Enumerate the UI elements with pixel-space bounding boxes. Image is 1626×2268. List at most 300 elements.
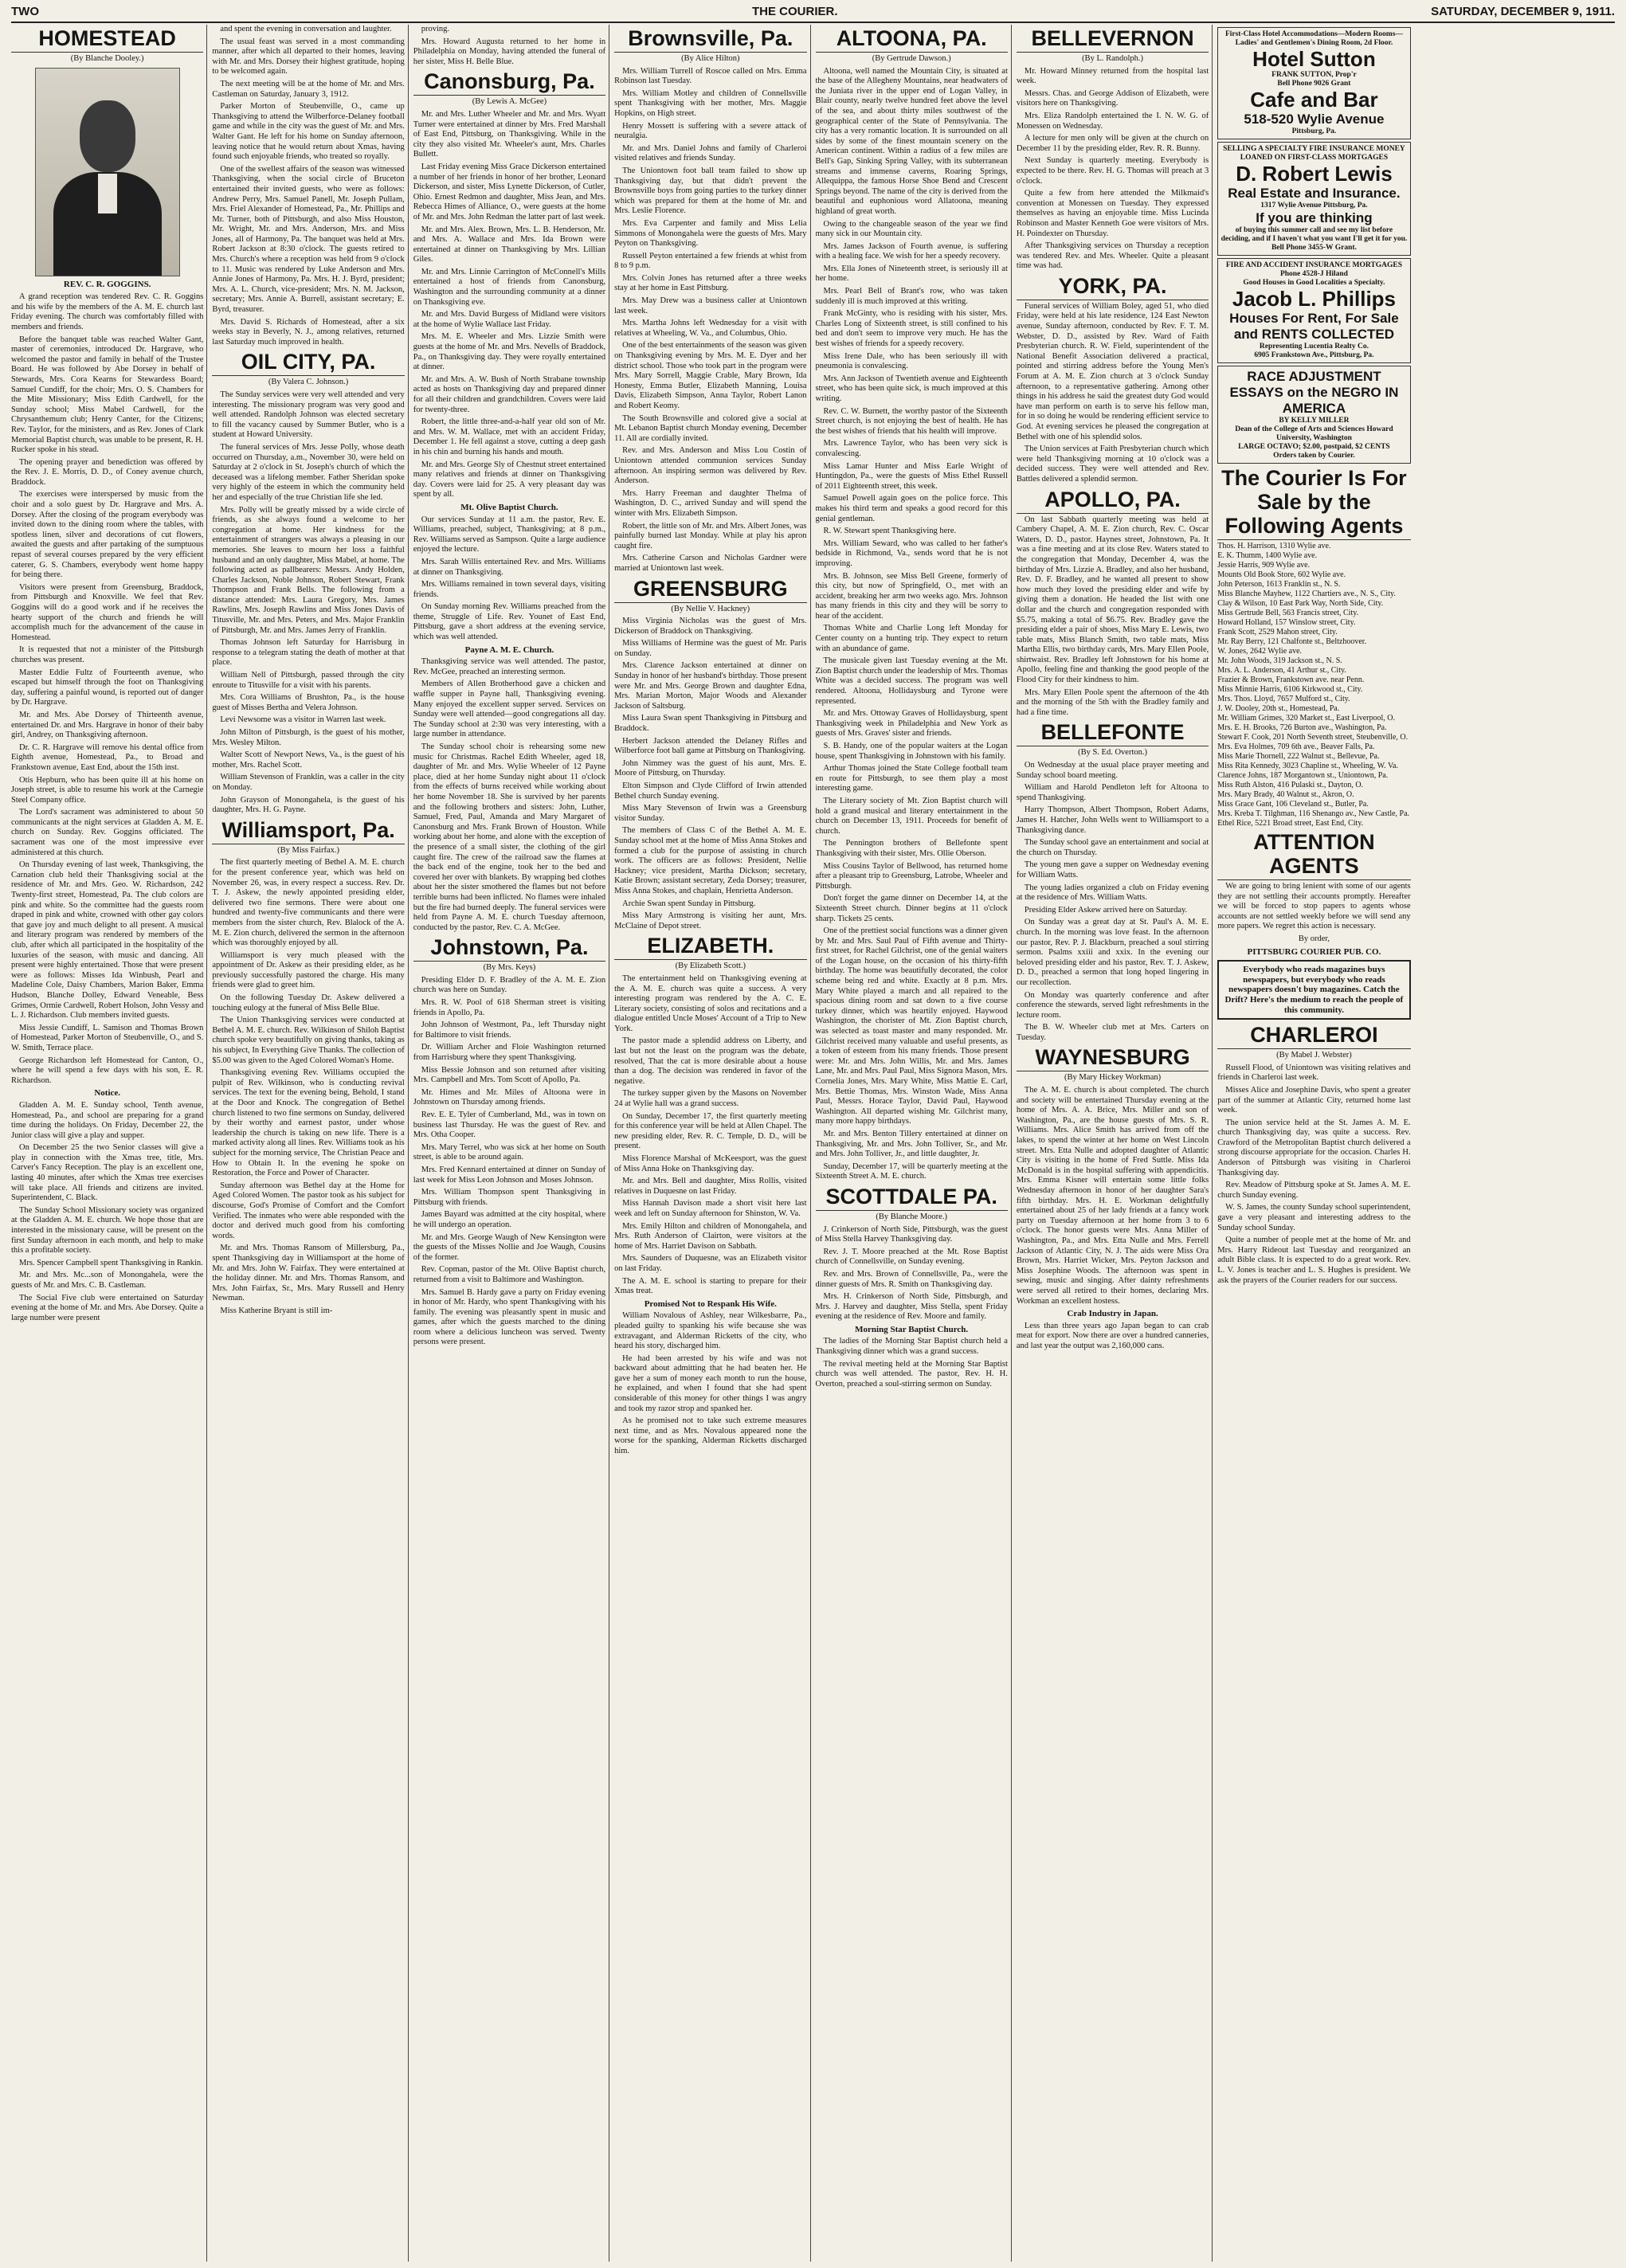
- article-paragraph: One of the best entertainments of the season was given on Thanksgiving evening by Mrs. M. E. Dyer and her district school. Those who took part in the program were Mrs. Mary Sorrell, Maggie Crable, Mary Brown, Ida Honesty, Emma Butler, Elizabeth Manning, Louisa Davis, Elizabeth Simpson, Anna Taylor, Robert Lanon and Robert Keomy.: [614, 341, 807, 410]
- article-paragraph: Miss Hannah Davison made a short visit here last week and left on Sunday afternoon for Shinston, W. Va.: [614, 1199, 807, 1218]
- ad-text: 6905 Frankstown Ave., Pittsburg, Pa.: [1254, 351, 1374, 359]
- ad-text: Bell Phone 3455-W Grant.: [1271, 244, 1357, 252]
- article-paragraph: Miss Bessie Johnson and son returned after visiting Mrs. Campbell and Mrs. Tom Scott of Apollo, Pa.: [413, 1065, 606, 1085]
- article-paragraph: Frank McGinty, who is residing with his sister, Mrs. Charles Long of Sixteenth street, is still confined to his bed and don't seem to improve very much. He has the best wishes of friends for a speedy recovery.: [815, 309, 1008, 349]
- article-paragraph: Williamsport is very much pleased with the appointment of Dr. Askew as their presiding elder, as he previously successfully pastored the charge. His many friends were glad to greet him.: [212, 950, 405, 990]
- article-paragraph: Mrs. James Jackson of Fourth avenue, is suffering with a healing face. We wish for her a speedy recovery.: [815, 241, 1008, 261]
- ad-text: RACE ADJUSTMENT: [1247, 369, 1381, 384]
- article-subhead: Notice.: [94, 1088, 121, 1099]
- article-paragraph: The Lord's sacrament was administered to about 50 communicants at the night services at Gladden A. M. E. church on Sunday. Rev. Goggins officiated. The sacrament was one of the most impressive ever administered at this church.: [11, 808, 204, 857]
- ad-text: SELLING A SPECIALTY FIRE INSURANCE MONEY LOANED ON FIRST-CLASS MORTGAGES: [1223, 145, 1405, 162]
- article-paragraph: Archie Swan spent Sunday in Pittsburg.: [622, 899, 756, 908]
- article-paragraph: Messrs. Chas. and George Addison of Elizabeth, were visitors here on Thanksgiving.: [1016, 88, 1209, 108]
- article: [614, 577, 806, 932]
- article-paragraph: Mr. Howard Minney returned from the hospital last week.: [1016, 66, 1209, 86]
- article-byline: (By S. Ed. Overton.): [1078, 748, 1148, 758]
- agent-entry: Mounts Old Book Store, 602 Wylie ave.: [1217, 570, 1346, 579]
- article-paragraph: The young ladies organized a club on Friday evening at the residence of Mrs. William Watts.: [1016, 883, 1209, 903]
- article-paragraph: On Thursday evening of last week, Thanksgiving, the Carnation club held their Thanksgiving social at the residence of Mr. and Mrs. Geo. W. Richardson, 242 Twenty-first street, Homestead, Pa. The club colors are pink and white. So the committee had the guests room draped in pink and white, crowned with other gay colors that gave joy and much delight to all present. A musical and literary program was rendered by members of the club, after which all participated in the hospitality of the luxuries of the season, with music and dancing. All present were highly entertained. Those that were present were as follows: Misses Ida Winbush, Pearl and Madeline Cole, Daisy Chambers, Marion Baker, Emma Hudson, Blanche Dolley, Edward Veneable, Bess Grimes, Ormie Cardwell, Robert Holson, John Vessy and L. J. Richardson. Club members invited guests.: [11, 860, 204, 1020]
- article-paragraph: Funeral services of William Boley, aged 51, who died Friday, were held at his late residence, 124 East Newton avenue, Sunday afternoon, conducted by Rev. F. T. M. Webster, D. D., assisted by Rev. Ward of Faith Presbyterian church. R. W. Field, superintendent of the National Benefit Association delivered a practical, pointed and stirring address before the Young Men's Forum at A. M. E. Zion church at 3 o'clock Sunday afternoon, to a representative gathering. Among other things in his address he said the greatest duty God would have man perform on earth is to serve his fellow man, for in so doing he would be rendering efficient service to God. At evening services he pleased the congregation at Bethel with one of his splendid solos.: [1016, 301, 1209, 441]
- ad-text: FIRE AND ACCIDENT INSURANCE MORTGAGES: [1225, 261, 1403, 269]
- article-paragraph: William Stevenson of Franklin, was a caller in the city on Monday.: [212, 773, 405, 792]
- article-byline: (By Blanche Dooley.): [70, 54, 144, 63]
- article-paragraph: After Thanksgiving services on Thursday a reception was tendered Rev. and Mrs. Wheeler. Quite a pleasant time was had.: [1016, 241, 1209, 271]
- article-paragraph: The ladies of the Morning Star Baptist church held a Thanksgiving dinner which was a grand success.: [815, 1337, 1008, 1357]
- article-paragraph: Mrs. Polly will be greatly missed by a wide circle of friends, as she always found a welcome to her congregation at home. Her kindness for the entertainment of strangers was always a pleasing in our memories. She leaves to mourn her loss a faithful husband and an only daughter, Miss Mabel, at home. The following acted as pallbearers: Messrs. Andy Holden, Charles Jackson, Noble Johnson, Robert Stewart, Frank Thompson and Frank Bells. The following from a distance attended: Mrs. Laura Gregory, Mrs. James Rawlins, Mrs. Joseph Rawlins and Miss Jones Davis of Titusville, Mr. and Mrs. Peters, and Mrs. Major Franklin of Pittsburgh, Mr. and Mrs. James Jerry of Franklin.: [212, 505, 405, 635]
- column-grid: [11, 25, 1615, 2262]
- article-paragraph: Next Sunday is quarterly meeting. Everybody is expected to be there. Rev. H. G. Thomas will preach at 3 o'clock.: [1016, 156, 1209, 186]
- ad-text: ESSAYS on the NEGRO IN AMERICA: [1229, 385, 1399, 416]
- article-paragraph: Mrs. Martha Johns left Wednesday for a visit with relatives at Wheeling, W. Va., and Columbus, Ohio.: [614, 319, 807, 338]
- ad-text: Dean of the College of Arts and Sciences Howard University, Washington: [1235, 425, 1393, 442]
- article-subhead: Crab Industry in Japan.: [1067, 1309, 1158, 1319]
- article-headline: Brownsville, Pa.: [614, 26, 806, 53]
- article-paragraph: Mrs. Fred Kennard entertained at dinner on Sunday of last week for Miss Leon Johnson and Moses Johnson.: [413, 1165, 606, 1185]
- article-paragraph: Mrs. Ella Jones of Nineteenth street, is seriously ill at her home.: [815, 264, 1008, 284]
- ad-text: 518-520 Wylie Avenue: [1244, 112, 1385, 127]
- article-paragraph: Quite a few from here attended the Milkmaid's convention at Monessen on Tuesday. They expressed themselves as having an enjoyable time. Miss Lucinda Robinson and Master Kenneth Goe were visitors of Mrs. H. Poindexter on Thursday.: [1016, 189, 1209, 238]
- article: [614, 26, 806, 574]
- agent-entry: Miss Gertrude Bell, 563 Francis street, City.: [1217, 609, 1359, 617]
- photo-caption: REV. C. R. GOGGINS.: [63, 279, 151, 289]
- agent-entry: Miss Blanche Mayhew, 1122 Chartiers ave., N. S., City.: [1217, 590, 1396, 598]
- article-headline: HOMESTEAD: [11, 26, 203, 53]
- article: [212, 25, 404, 347]
- article-paragraph: Rev. Copman, pastor of the Mt. Olive Baptist church, returned from a visit to Baltimore and Washington.: [413, 1265, 606, 1284]
- article-headline: CHARLEROI: [1217, 1023, 1410, 1049]
- article-paragraph: Russell Peyton entertained a few friends at whist from 8 to 9 p.m.: [614, 251, 807, 271]
- agent-entry: John Peterson, 1613 Franklin st., N. S.: [1217, 580, 1341, 589]
- article-paragraph: Thomas White and Charlie Long left Monday for Center county on a hunting trip. They expect to return with an abundance of game.: [815, 624, 1008, 653]
- article-paragraph: Rev. and Mrs. Brown of Connellsville, Pa., were the dinner guests of Mrs. R. Smith on Thanksgiving day.: [815, 1269, 1008, 1289]
- article-paragraph: On the following Tuesday Dr. Askew delivered a touching eulogy at the funeral of Miss Belle Blue.: [212, 993, 405, 1013]
- article-paragraph: Owing to the changeable season of the year we find many sick in our Mountain city.: [815, 219, 1008, 239]
- portrait-shirt: [98, 174, 117, 213]
- article-paragraph: Levi Newsome was a visitor in Warren last week.: [220, 715, 386, 725]
- article: [413, 503, 605, 643]
- article-byline: (By Gertrude Dawson.): [872, 54, 951, 63]
- article-paragraph: The A. M. E. church is about completed. The church and society will be entertained Thursday evening at the home of Mrs. A. A. Brice, Mrs. Miller and son of Washington, Pa., are the house guests of Mrs. S. R. Williams. Mrs. Alice Smith has arrived from off the lakes, to spend the winter at her home on West Lincoln street. Mrs. Etta Nulle and adopted daughter of Atlantic City is visiting in the home of Fred Suttle. Miss Ida McDonald is in the hospital suffering with appendicitis. Mrs. Emma Kisner will entertain some little folks Wednesday afternoon in honor of her daughter Sara's fifth birthday. Mrs. H. E. Workman delightfully entertained about 25 of her lady friends at a fancy work party on Tuesday afternoon at her home from 3 to 6 o'clock. The honor guests were Mrs. Anna Miller of Washington, Pa., and Mrs. Etta Nulle and Mrs. Ferrell Jackson of Atlantic City, N. J. The aids were Miss Ora Brown, Mrs. Harriet Wicker, Mrs. Peyton Jackson and Miss Josephine Woods. The afternoon was spent in sewing, music and singing. After dainty refreshments were served all retired to their homes, declaring Mrs. Workman an excellent hostess.: [1016, 1086, 1209, 1306]
- ad-text: Phone 4528-J Hiland: [1279, 270, 1348, 278]
- article: [1217, 1023, 1410, 1286]
- hotel-sutton-ad: [1217, 27, 1410, 139]
- article: [1017, 26, 1209, 272]
- portrait-head: [80, 100, 135, 172]
- article-paragraph: The funeral services of Mrs. Jesse Polly, whose death occurred on Thursday, a.m., November 30, were held on Saturday at 2 o'clock in St. Joseph's church of which the deceased was a lifelong member. Father Sheridan spoke very highly of the esteem in which the community held her and especially of the true Christian life she led.: [212, 442, 405, 502]
- robert-lewis-ad: [1217, 142, 1410, 256]
- article-paragraph: On Wednesday at the usual place prayer meeting and Sunday school board meeting.: [1016, 761, 1209, 780]
- ad-text: Cafe and Bar: [1250, 88, 1378, 112]
- article-subhead: Payne A. M. E. Church.: [464, 644, 554, 655]
- article-paragraph: Mrs. May Drew was a business caller at Uniontown last week.: [614, 296, 807, 315]
- article-paragraph: The B. W. Wheeler club met at Mrs. Carters on Tuesday.: [1016, 1023, 1209, 1042]
- article: [816, 1185, 1008, 1322]
- article-paragraph: Last Friday evening Miss Grace Dickerson entertained a number of her friends in honor of her brother, Leonard Dickerson, and sister, Miss Lynette Dickerson, of Cutler, Ohio. Ernest Redmon and daughter, Miss Jean, and Mrs. Rebecca Himes of Alliance, O., were guests at the home of Mr. and Mrs. John Redman the latter part of last week.: [413, 162, 606, 221]
- agent-entry: Mrs. Thos. Lloyd, 7657 Mulford st., City.: [1217, 695, 1350, 703]
- article-paragraph: The Sunday school choir is rehearsing some new music for Christmas. Rachel Edith Wheeler, aged 18, daughter of Mr. and Mrs. Wylie Wheeler of 12 Payne place, died at her home Sunday night about 11 o'clock from the effects of burns received while working about her home November 18. She is survived by her parents and the following brothers and sisters: John, Luther, Samuel, Fred, Paul, Amanda and Mary Margaret of Canonsburg and Mrs. Frank Brown of Houston. While working about her home, and alone with the exception of the presence of a small sister, the clothing of the girl caught fire. The crew of the railroad saw the flames at the back end of the engine, took her to the bed and covered her over with blankets. By wrapping bed clothes about her the sister smothered the flames but not before terrible burns had been inflicted. No flames were inhaled but the fire had burned deeply. The funeral services were held from Payne A. M. E. church Tuesday afternoon, conducted by the pastor, Rev. C. A. McGee.: [413, 742, 606, 932]
- ad-text: Jacob L. Phillips: [1232, 287, 1397, 311]
- article-paragraph: On Sunday was a great day at St. Paul's A. M. E. church. In the morning was love feast. In the afternoon our pastor, Rev. P. J. Blackburn, preached a soul stirring sermon. Psalms xxiii and xxix. In the evening our beloved presiding elder and his pastor, Rev. T. J. Askew, D. D., preached a sermon that long hoped lingering in our recollection.: [1016, 918, 1209, 987]
- column-2: [212, 25, 408, 2262]
- ad-text: Hotel Sutton: [1252, 47, 1376, 71]
- article-paragraph: As he promised not to take such extreme measures next time, and as Mrs. Novalous appeared none the worse for the spanking, Alderman Ricketts discharged him.: [614, 1416, 807, 1456]
- article-paragraph: Altoona, well named the Mountain City, is situated at the base of the Allegheny Mountains, near headwaters of the Juniata river in the upper end of Logan Valley, in Blair county, nearly twelve hundred feet above the level of the sea, and about thirty miles southwest of the geographical center of the State of Pennsylvania. The city has a very romantic location. It is surrounded on all sides by some of the finest mountain scenery on the American continent. Within a radius of a few miles are Bell's Gap, Sinking Spring Valley, with its subterranean streams and immense caverns, Roaring Springs, Allequippa, the famous Horse Shoe Bend and Crescent Springs beyond. The name of the city is derived from the beautiful and euphonious word Allatoona, meaning highland of great worth.: [815, 66, 1008, 216]
- article-paragraph: Before the banquet table was reached Walter Gant, master of ceremonies, introduced Dr. Hargrave, who welcomed the pastor and family in behalf of the Trustee Board. He was followed by Abe Dorsey in behalf of Stewards, Mrs. Cora Kearns for Stewardess Board; Samuel Cundiff, for the choir; Mrs. O. S. Chambers for the Mite Missionary; Miss Edith Cardwell, for the Sunday school; Miss Mabel Cardwell, for the Chrysanthemum club; Henry Canter, for the Citizens; Rev. Taylor, for the ministers, and as Rev. Jones of Clark Memorial Baptist church, was unable to be present, R. H. Rucker spoke in his stead.: [11, 335, 204, 455]
- article: [413, 25, 605, 67]
- article-paragraph: The exercises were interspersed by music from the choir and a solo guest by Dr. Hargrave and Mrs. A. Dorsey. After the closing of the program everybody was invited down to the dining room where the tables, with spotless linen, silver and decorations of cut flowers, awaited the guests and after partaking of the sumptuous repast of several courses prepared by the very efficient caterer, G. S. Chambers, everybody went home happy for being there.: [11, 490, 204, 580]
- article-paragraph: Miss Mary Armstrong is visiting her aunt, Mrs. McClaine of Depot street.: [614, 911, 807, 930]
- article-paragraph: Mrs. B. Johnson, see Miss Bell Greene, formerly of this city, but now of Springfield, O., met with an accident, breaking her arm two weeks ago. Mrs. Johnson has many friends in this city and they will be sorry to hear of the accident.: [815, 571, 1008, 621]
- article: [816, 26, 1008, 1182]
- article-paragraph: Mrs. Colvin Jones has returned after a three weeks stay at her home in East Pittsburg.: [614, 273, 807, 293]
- article-subhead: Morning Star Baptist Church.: [855, 1324, 969, 1334]
- ad-text: Real Estate and Insurance.: [1228, 186, 1401, 201]
- article-paragraph: Henry Mossett is suffering with a severe attack of neuralgia.: [614, 121, 807, 141]
- article-paragraph: R. W. Stewart spent Thanksgiving here.: [823, 527, 957, 536]
- article-paragraph: Mr. and Mrs. A. W. Bush of North Strabane township acted as hosts on Thanksgiving day and prepared dinner for all their children and grandchildren. Covers were laid for twenty-three.: [413, 374, 606, 414]
- article-paragraph: Elton Simpson and Clyde Clifford of Irwin attended Bethel church Sunday evening.: [614, 781, 807, 801]
- article-paragraph: The A. M. E. school is starting to prepare for their Xmas treat.: [614, 1276, 807, 1296]
- column-1: [11, 25, 207, 2262]
- article-paragraph: Less than three years ago Japan began to can crab meat for export. Now there are over a hundred canneries, and last year the output was 2,160,000 cans.: [1016, 1321, 1209, 1350]
- article-paragraph: Thanksgiving service was well attended. The pastor, Rev. McGee, preached an interesting sermon.: [413, 657, 606, 676]
- article-paragraph: Mrs. Ann Jackson of Twentieth avenue and Eighteenth street, who has been quite sick, is much improved at this writing.: [815, 374, 1008, 403]
- article-paragraph: A lecture for men only will be given at the church on December 11 by the presiding elder, Rev. R. R. Bunny.: [1016, 134, 1209, 153]
- article-paragraph: Dr. C. R. Hargrave will remove his dental office from Eighth avenue, Homestead, Pa., to Broad and Frankstown avenue, East End, about the 15th inst.: [11, 742, 204, 772]
- article-paragraph: Mr. and Mrs. Benton Tillery entertained at dinner on Thanksgiving, Mr. and Mrs. John Tolliver, Sr., and Mr. and Mrs. John Tolliver, Jr., and little daughter, Jr.: [815, 1129, 1008, 1159]
- article-paragraph: Thomas Johnson left Saturday for Harrisburg in response to a telegram stating the death of mother at that place.: [212, 638, 405, 668]
- article-paragraph: Mr. and Mrs. Linnie Carrington of McConnell's Mills entertained a host of friends from Canonsburg, Washington and the surrounding community at a dinner on Thanksgiving eve.: [413, 267, 606, 307]
- article-paragraph: proving.: [421, 25, 450, 33]
- portrait-photo: [35, 68, 180, 276]
- article-paragraph: William Nell of Pittsburgh, passed through the city enroute to Titusville for a visit with his parents.: [212, 671, 405, 690]
- ad-text: FRANK SUTTON, Prop'r: [1271, 71, 1357, 79]
- article-paragraph: John Johnson of Westmont, Pa., left Thursday night for Baltimore to visit friends.: [413, 1020, 606, 1040]
- article-paragraph: Mrs. Eva Carpenter and family and Miss Lelia Simmons of Monongahela were the guests of Mrs. Mary Peyton on Thanksgiving.: [614, 218, 807, 249]
- article-paragraph: Mr. and Mrs. David Burgess of Midland were visitors at the home of Wylie Wallace last Friday.: [413, 310, 606, 329]
- ad-text: Houses For Rent, For Sale and RENTS COLLECTED: [1229, 311, 1399, 342]
- article-paragraph: Members of Allen Brotherhood gave a chicken and waffle supper in Payne hall, Thanksgiving evening. Many enjoyed the excellent supper served. Services on Sunday were well attended—good congregations all day. The Sunday school at 2:30 was very interesting, with a large number in attendance.: [413, 680, 606, 739]
- article-paragraph: Robert, the little three-and-a-half year old son of Mr. and Mrs. W. M. Wallace, met with an accident Friday, December 1. He fell against a stove, cutting a deep gash in his chin and burning his hands and mouth.: [413, 417, 606, 456]
- article-paragraph: Mrs. R. W. Pool of 618 Sherman street is visiting friends in Apollo, Pa.: [413, 998, 606, 1017]
- article: [212, 818, 404, 1317]
- article-paragraph: Mrs. Howard Augusta returned to her home in Philadelphia on Monday, having attended the funeral of her sister, Miss H. Belle Blue.: [413, 37, 606, 66]
- article: [1017, 488, 1209, 719]
- article-byline: (By Lewis A. McGee): [472, 97, 547, 107]
- article-byline: (By Mrs. Keys): [483, 963, 536, 973]
- article-byline: (By L. Randolph.): [1082, 54, 1144, 63]
- article-paragraph: Robert, the little son of Mr. and Mrs. Albert Jones, was painfully burned last Monday. While at play his apron caught fire.: [614, 521, 807, 550]
- article-paragraph: Rev. E. E. Tyler of Cumberland, Md., was in town on business last Thursday. He was the guest of Rev. and Mrs. Otha Cooper.: [413, 1110, 606, 1140]
- article-paragraph: Rev. J. T. Moore preached at the Mt. Rose Baptist church of Connellsville, on Sunday evening.: [815, 1247, 1008, 1267]
- article-paragraph: Mr. and Mrs. Ottoway Graves of Hollidaysburg, spent Thanksgiving week in Philadelphia and New York as guests of Mrs. Graves' sister and friends.: [815, 709, 1008, 738]
- article-paragraph: The Union services at Faith Presbyterian church which were held Thanksgiving morning at 10 o'clock was a decided success. They were well attended and Rev. Battles delivered a splendid sermon.: [1016, 445, 1209, 484]
- article-paragraph: J. Crinkerson of North Side, Pittsburgh, was the guest of Miss Stella Harvey Thanksgiving day.: [815, 1224, 1008, 1244]
- article-paragraph: Mrs. Catherine Carson and Nicholas Gardner were married at Uniontown last week.: [614, 554, 807, 573]
- article: [212, 350, 404, 815]
- article-paragraph: Russell Flood, of Uniontown was visiting relatives and friends in Charleroi last week.: [1217, 1063, 1411, 1083]
- article-paragraph: Mrs. David S. Richards of Homestead, after a six weeks stay in Beverly, N. J., among relatives, returned last Saturday much improved in health.: [212, 317, 405, 347]
- agent-entry: Mr. William Grimes, 320 Market st., East Liverpool, O.: [1217, 714, 1395, 723]
- ad-text: D. Robert Lewis: [1236, 162, 1393, 186]
- article: [413, 69, 605, 500]
- article-headline: SCOTTDALE PA.: [816, 1185, 1008, 1211]
- agent-entry: Mrs. Eva Holmes, 709 6th ave., Beaver Falls, Pa.: [1217, 742, 1375, 751]
- attention-publisher: PITTSBURG COURIER PUB. CO.: [1247, 946, 1381, 957]
- article-paragraph: Miss Florence Marshal of McKeesport, was the guest of Miss Anna Hoke on Thanksgiving day.: [614, 1154, 807, 1173]
- article-paragraph: The Sunday school gave an entertainment and social at the church on Thursday.: [1016, 838, 1209, 857]
- article-paragraph: W. S. James, the county Sunday school superintendent, gave a very pleasant and interesting address to the Sunday school Sunday.: [1217, 1203, 1411, 1232]
- agent-entry: Mr. John Woods, 319 Jackson st., N. S.: [1217, 656, 1342, 665]
- agent-entry: Miss Rita Kennedy, 3023 Chapline st., Wheeling, W. Va.: [1217, 762, 1398, 770]
- column-3: [413, 25, 609, 2262]
- article-byline: (By Elizabeth Scott.): [675, 962, 746, 971]
- article-paragraph: He had been arrested by his wife and was not backward about admitting that he had beaten her. He gave her a sum of money each month to run the house, he explained, and when I found that she had spent considerable of this money for other things I was angry and took my razor strop and spanked her.: [614, 1353, 807, 1413]
- article-paragraph: The young men gave a supper on Wednesday evening for William Watts.: [1016, 860, 1209, 879]
- article-headline: GREENSBURG: [614, 577, 806, 603]
- article-paragraph: Arthur Thomas joined the State College football team en route for Pittsburgh, to see them play a most interesting game.: [815, 764, 1008, 793]
- article-paragraph: Thanksgiving evening Rev. Williams occupied the pulpit of Rev. Wilkinson, who is conducting revival services. The text for the evening being, Behold, I stand at the Door and Knock. The congregation of Bethel church listened to two fine sermons on Sunday, delivered by their worthy and earnest pastor, under whose leadership the church is taking on new life. There is a marked activity along all lines. Rev. Williams took as his subject for the morning service, The Christian Peace and How to Obtain It. In the evening he spoke on Restoration, the Force and Power of Character.: [212, 1068, 405, 1178]
- article-paragraph: Presiding Elder Askew arrived here on Saturday.: [1024, 905, 1188, 915]
- article: [1017, 1309, 1209, 1351]
- ad-text: Good Houses in Good Localities a Specialty.: [1243, 279, 1385, 287]
- ad-text: Pittsburg, Pa.: [1291, 127, 1337, 135]
- article-paragraph: A grand reception was tendered Rev. C. R. Goggins and his wife by the members of the A. M. E. church last Friday evening. The church was comfortably filled with members and friends.: [11, 292, 204, 331]
- masthead: [11, 5, 1615, 21]
- article-paragraph: Mrs. Saunders of Duquesne, was an Elizabeth visitor on last Friday.: [614, 1254, 807, 1273]
- article: [1017, 274, 1209, 485]
- article-paragraph: Rev. C. W. Burnett, the worthy pastor of the Sixteenth Street church, is not enjoying the best of health. He has the best wishes of friends that his health will improve.: [815, 406, 1008, 436]
- article-paragraph: The Pennington brothers of Bellefonte spent Thanksgiving with their sister, Mrs. Ollie Oberson.: [815, 839, 1008, 858]
- article-paragraph: Sunday afternoon was Bethel day at the Home for Aged Colored Women. The pastor took as his subject for discourse, God's Promise of Comfort and the Comfort Verified. The inmates who were able responded with the doctor and derived much good from his comforting words.: [212, 1181, 405, 1240]
- article-headline: APOLLO, PA.: [1017, 488, 1209, 514]
- article-paragraph: Sunday, December 17, will be quarterly meeting at the Sixteenth Street A. M. E. church.: [815, 1161, 1008, 1181]
- column-5: [816, 25, 1012, 2262]
- article-subhead: Promised Not to Respank His Wife.: [644, 1299, 777, 1309]
- article-headline: WAYNESBURG: [1017, 1045, 1209, 1071]
- article-paragraph: Miss Laura Swan spent Thanksgiving in Pittsburg and Braddock.: [614, 714, 807, 734]
- jacob-phillips-ad: [1217, 258, 1410, 363]
- article-paragraph: and spent the evening in conversation and laughter.: [220, 25, 392, 33]
- article-byline: (By Alice Hilton): [681, 54, 740, 63]
- article-paragraph: Samuel Powell again goes on the police force. This makes his third term and speaks a good record for this genial gentleman.: [815, 494, 1008, 523]
- article-paragraph: Miss Jessie Cundiff, L. Samison and Thomas Brown of Homestead, Parker Morton of Steubenville, O., and S. W. Smith, Terrace place.: [11, 1023, 204, 1052]
- article-paragraph: Mr. and Mrs. Alex. Brown, Mrs. L. B. Henderson, Mr. and Mrs. A. Wallace and Mrs. Ida Brown were entertained at dinner on Thanksgiving by Mrs. Lillian Giles.: [413, 225, 606, 264]
- agent-entry: J. W. Dooley, 20th st., Homestead, Pa.: [1217, 704, 1340, 713]
- article-paragraph: Mrs. William Thompson spent Thanksgiving in Pittsburg with friends.: [413, 1188, 606, 1207]
- article-paragraph: The revival meeting held at the Morning Star Baptist church was well attended. The pastor, Rev. H. H. Overton, preached a soul-stirring sermon on Sunday.: [815, 1359, 1008, 1389]
- article-headline: Canonsburg, Pa.: [413, 69, 605, 96]
- article-paragraph: Mrs. H. Crinkerson of North Side, Pittsburgh, and Mrs. J. Harvey and daughter, Miss Stella, spent Friday evening at the residence of Rev. Moore and family.: [815, 1292, 1008, 1322]
- article-paragraph: Mrs. Samuel B. Hardy gave a party on Friday evening in honor of Mr. Hardy, who spent Thanksgiving with his family. The evening was pleasantly spent in music and games, after which the guests marched to the dining room where a delicious luncheon was served. Twenty persons were present.: [413, 1287, 606, 1347]
- agent-entry: Howard Holland, 157 Winslow street, City.: [1217, 618, 1356, 627]
- article: [1017, 720, 1209, 1043]
- article-paragraph: Mrs. Clarence Jackson entertained at dinner on Sunday in honor of her husband's birthday. Those present were Mr. and Mrs. George Brown and daughter Edna, Mrs. Marian Morton, Major Woods and Alexander Jackson of Saltsburg.: [614, 661, 807, 711]
- article-paragraph: Miss Irene Dale, who has been seriously ill with pneumonia is convalescing.: [815, 351, 1008, 371]
- article: [413, 645, 605, 934]
- article-paragraph: Mr. and Mrs. Abe Dorsey of Thirteenth avenue, entertained Dr. and Mrs. Hargrave in honor of their baby girl, Andrey, on Thanksgiving afternoon.: [11, 710, 204, 740]
- article-paragraph: The Literary society of Mt. Zion Baptist church will hold a grand musical and literary entertainment in the church on December 13, 1911. Proceeds for benefit of church.: [815, 796, 1008, 836]
- article: [1017, 1045, 1209, 1306]
- article-paragraph: The Sunday School Missionary society was organized at the Gladden A. M. E. church. We hope those that are interested in the missionary cause, will be present on the first Sunday afternoon in each month, and help to make this a profitable society.: [11, 1205, 204, 1255]
- article-byline: (By Nellie V. Hackney): [671, 604, 750, 613]
- ad-text: LARGE OCTAVO; $2.00, postpaid, $2 CENTS: [1238, 443, 1390, 451]
- article-byline: (By Miss Fairfax.): [277, 845, 339, 855]
- article-paragraph: John Grayson of Monongahela, is the guest of his daughter, Mrs. H. G. Payne.: [212, 795, 405, 815]
- article-paragraph: William and Harold Pendleton left for Altoona to spend Thanksgiving.: [1016, 783, 1209, 802]
- ad-text: If you are thinking: [1256, 210, 1373, 225]
- ad-text: Orders taken by Courier.: [1273, 452, 1355, 460]
- article-paragraph: Walter Scott of Newport News, Va., is the guest of his mother, Mrs. Rachel Scott.: [212, 750, 405, 770]
- article-byline: (By Valera C. Johnson.): [268, 378, 349, 387]
- article-paragraph: The next meeting will be at the home of Mr. and Mrs. Castleman on Saturday, January 3, 1912.: [212, 79, 405, 99]
- article-headline: Williamsport, Pa.: [212, 818, 404, 844]
- agent-entry: Frank Scott, 2529 Mahon street, City.: [1217, 628, 1338, 637]
- agent-entry: Miss Grace Gant, 106 Cleveland st., Butler, Pa.: [1217, 800, 1369, 809]
- article-paragraph: The first quarterly meeting of Bethel A. M. E. church for the present conference year, which was held on November 26, was, in every respect a success. Rev. Dr. T. J. Askew, the newly appointed presiding elder, delivered two fine sermons. There were about one hundred and twenty-five communicants and there were members from the sister church, Rev. Blalock of the A. M. E. Zion church, delivered the sermon in the afternoon which was thoroughly enjoyed by all.: [212, 858, 405, 948]
- article-paragraph: Mrs. Sarah Willis entertained Rev. and Mrs. Williams at dinner on Thanksgiving.: [413, 557, 606, 577]
- article-paragraph: James Bayard was admitted at the city hospital, where he will undergo an operation.: [413, 1210, 606, 1229]
- article-paragraph: Mrs. M. E. Wheeler and Mrs. Lizzie Smith were guests at the home of Mr. and Mrs. Nevells of Braddock, Pa., on Thanksgiving day. They were royally entertained at dinner.: [413, 332, 606, 372]
- agent-entry: Ethel Rice, 5221 Broad street, East End, City.: [1217, 819, 1364, 828]
- article-paragraph: Mrs. Eliza Randolph entertained the I. N. W. G. of Monessen on Wednesday.: [1016, 111, 1209, 131]
- article-paragraph: The usual feast was served in a most commanding manner, after which all departed to their homes, leaving with Mr. and Mrs. Dorsey their highest gratitude, hoping to be welcomed again.: [212, 37, 405, 76]
- article-paragraph: The union service held at the St. James A. M. E. church Thanksgiving day, was quite a success. Rev. Crawford of the Metropolitan Baptist church delivered a strong discourse appropriate for the occasion. Charles H. Anderson of Pittsburgh was visiting in Charleroi Thanksgiving day.: [1217, 1118, 1411, 1177]
- agent-entry: Miss Marie Thornell, 222 Walnut st., Bellevue, Pa.: [1217, 752, 1380, 761]
- article-paragraph: Parker Morton of Steubenville, O., came up Thanksgiving to attend the Wilberforce-Delaney football game and while in the city was the guest of Mr. and Mrs. Walter Gant. He left for his home on Sunday afternoon, leaving notice that he would return about Xmas, having found such enjoyable friends, who treated so royally.: [212, 102, 405, 162]
- page-number: TWO: [11, 5, 39, 18]
- ad-text: First-Class Hotel Accommodations—Modern Rooms—Ladies' and Gentlemen's Dining Room, 2d Floor.: [1224, 30, 1403, 47]
- ad-text: Bell Phone 9026 Grant: [1277, 80, 1351, 88]
- article-paragraph: Otis Hepburn, who has been quite ill at his home on Joseph street, is able to resume his work at the Carnegie Steel Company office.: [11, 775, 204, 805]
- agent-entry: Mrs. Kreba T. Tilghman, 116 Shenango av., New Castle, Pa.: [1217, 809, 1410, 818]
- article-paragraph: Rev. and Mrs. Anderson and Miss Lou Costin of Uniontown attended communion services Sunday afternoon. An inspiring sermon was delivered by Rev. Anderson.: [614, 446, 807, 486]
- article-paragraph: On last Sabbath quarterly meeting was held at Cambery Chapel, A. M. E. Zion church, Rev. C. Oscar Waters, D. D., pastor. Haynes street, Johnstown, Pa. It was a fine meeting and at its close Rev. Waters stated to the congregation that Monday, December 4, was the birthday of Mrs. Lizzie A. Bradley, and also her husband, Rev. D. F. Bradley, and he wanted all present to show how much they loved the presiding elder and wife by giving them a donation. He headed the list with one dollar and the church and congregation responded with $5.75, making a total of $6.75. Rev. Bradley gave the presiding elder a pair of shoes, Miss Mary E. Lewis, two table mats, Miss Blanch Smith, two table mats, Miss Martha Ellis, two birthday cards, Mrs. Mary Ellen Poole, shirtwaist. Rev. Bradley left Johnstown for his home at Apollo, feeling fine and thanking the good people of the Flood City for their kindness to him.: [1016, 515, 1209, 685]
- attention-headline: ATTENTION AGENTS: [1217, 830, 1410, 880]
- article-paragraph: The entertainment held on Thanksgiving evening at the A. M. E. church was quite a success. A very interesting program was rendered by the A. C. E. Literary society, consisting of solos and recitations and a dialogue entitled Uncle Moses' Account of a Trip to New York.: [614, 973, 807, 1033]
- article-paragraph: Miss Lamar Hunter and Miss Earle Wright of Huntingdon, Pa., were the guests of Miss Ethel Russell of 2011 Eighteenth street, this week.: [815, 461, 1008, 491]
- article-headline: ALTOONA, PA.: [816, 26, 1008, 53]
- article-paragraph: Misses Alice and Josephine Davis, who spent a greater part of the summer at Atlantic City, returned home last week.: [1217, 1085, 1411, 1115]
- article-paragraph: Gladden A. M. E. Sunday school, Tenth avenue, Homestead, Pa., and school are preparing for a grand time during the holidays. On Friday, December 22, the Junior class will give a play and supper.: [11, 1100, 204, 1140]
- article-paragraph: The opening prayer and benediction was offered by the Rev. J. E. Morris, D. D., of Coney avenue church, Braddock.: [11, 457, 204, 487]
- column-4: [614, 25, 810, 2262]
- article-paragraph: The Union Thanksgiving services were conducted at Bethel A. M. E. church. Rev. Wilkinson of Shiloh Baptist church spoke very beautifully on giving thanks, taking as his subject, In Everything Give Thanks. The collection of $5.00 was given to the Aged Colored Woman's Home.: [212, 1016, 405, 1065]
- article-byline: (By Blanche Moore.): [876, 1212, 947, 1221]
- article-paragraph: Dr. William Archer and Floie Washington returned from Harrisburg where they spent Thanksgiving.: [413, 1043, 606, 1063]
- agent-entry: Stewart F. Cook, 201 North Seventh street, Steubenville, O.: [1217, 733, 1409, 742]
- article-paragraph: The turkey supper given by the Masons on November 24 at Wylie hall was a grand success.: [614, 1089, 807, 1109]
- article-headline: OIL CITY, PA.: [212, 350, 404, 376]
- article-paragraph: The Social Five club were entertained on Saturday evening at the home of Mr. and Mrs. Abe Dorsey. Quite a large number were present: [11, 1293, 204, 1322]
- article-paragraph: Mrs. Lawrence Taylor, who has been very sick is convalescing.: [815, 439, 1008, 458]
- article-paragraph: On December 25 the two Senior classes will give a play in connection with the Xmas tree, title, Mrs. Carver's Fancy Reception. The play is an excellent one, lasting 40 minutes, after which the Xmas tree exercises will take place. All friends and citizens are invited. Superintendent, C. Black.: [11, 1143, 204, 1203]
- article-subhead: Mt. Olive Baptist Church.: [460, 502, 558, 512]
- article-paragraph: Mr. and Mrs. George Sly of Chestnut street entertained many relatives and friends at dinner on Thanksgiving day. Covers were laid for 25. A very pleasant day was spent by all.: [413, 460, 606, 499]
- article-paragraph: S. B. Handy, one of the popular waiters at the Logan house, spent Thanksgiving in Johnstown with his family.: [815, 742, 1008, 761]
- article-paragraph: Rev. Meadow of Pittsburg spoke at St. James A. M. E. church Sunday evening.: [1217, 1181, 1411, 1200]
- agent-entry: Mrs. Mary Brady, 40 Walnut st., Akron, O.: [1217, 790, 1354, 799]
- article-paragraph: One of the swellest affairs of the season was witnessed Thanksgiving, when the social circle of Bruceton entertained their invited guests, who were as follows: Andrew Perry, Mrs. Samuel Panell, Mr. Joseph Pullam, Mrs. Friel Alexander of Homestead, Pa., Mr. Phillips and Mr. Turner, both of Pittsburgh, and also Miss Houston, Mr. Wright, Mr. and Mrs. Anderson, Mrs. and Miss Jones, all of Harmony, Pa. The banquet was held at Mrs. Robert Jackson at 8:30 o'clock. The guests retired to Mrs. Church's where a reception was held from 9 o'clock to 11. Music was rendered by Luke Anderson and Mrs. Annie Jones of Harmony, Pa. Mrs. H. J. Byrd, president; Mrs. A. L. Church, vice-president; Mrs. N. M. Jackson, secretary; Mrs. Annie A. Burrell, assistant secretary; E. Byrd, treasurer.: [212, 164, 405, 315]
- article-paragraph: George Richardson left Homestead for Canton, O., where he will spend a few days with his son, E. R. Richardson.: [11, 1056, 204, 1085]
- agent-entry: Thos. H. Harrison, 1310 Wylie ave.: [1217, 542, 1331, 550]
- article-paragraph: Visitors were present from Greensburg, Braddock, from Pittsburgh and Knoxville. We feel that Rev. Goggins will do a good work and if he receives the hearty support of the church and friends he will accomplish much for the advancement of the cause in Homestead.: [11, 582, 204, 642]
- agent-entry: Mrs. A. L. Anderson, 41 Arthur st., City.: [1217, 666, 1346, 675]
- masthead-rule: [11, 22, 1615, 23]
- attention-by: By order,: [1298, 934, 1330, 943]
- article-paragraph: Master Eddie Fultz of Fourteenth avenue, who escaped but himself through the foot on Thanksgiving day, suffering a painful wound, is reported out of danger by Dr. Hargrave.: [11, 668, 204, 707]
- column-6: [1017, 25, 1213, 2262]
- article-paragraph: Our services Sunday at 11 a.m. the pastor, Rev. E. Williams, preached, subject, Thanksgiving; at 8 p.m., Rev. Williams served as Sampson. Quite a large audience enjoyed the lecture.: [413, 515, 606, 554]
- article-headline: BELLEVERNON: [1017, 26, 1209, 53]
- article-paragraph: Mr. and Mrs. Bell and daughter, Miss Rollis, visited relatives in Duquesne on last Friday.: [614, 1177, 807, 1196]
- article-paragraph: Miss Cousins Taylor of Bellwood, has returned home after a pleasant trip to Greensburg, Latrobe, Wheeler and Pittsburgh.: [815, 861, 1008, 891]
- article-paragraph: Harry Thompson, Albert Thompson, Robert Adams, James H. Hatcher, John Wells went to Williamsport to a Thanksgiving dance.: [1016, 805, 1209, 835]
- article-paragraph: On Monday was quarterly conference and after conference the stewards, served light refreshments in the lecture room.: [1016, 990, 1209, 1020]
- article-paragraph: The members of Class C of the Bethel A. M. E. Sunday school met at the home of Miss Anna Stokes and formed a club for the purpose of assisting in church work. The officers are as follows: President, Nellie Hackney; vice president, Martha Dickson; secretary, Katie Brown; assistant secretary, Zeda Dorsey; treasurer, Miss Anna Stokes, and chaplain, Henrietta Anderson.: [614, 826, 807, 895]
- article-paragraph: John Milton of Pittsburgh, is the guest of his mother, Mrs. Wesley Milton.: [212, 728, 405, 747]
- article: [614, 934, 806, 1296]
- article-paragraph: Mrs. William Seward, who was called to her father's bedside in Richmond, Va., sends word that he is not improving.: [815, 539, 1008, 568]
- agent-entry: Clarence Johns, 187 Morgantown st., Uniontown, Pa.: [1217, 771, 1389, 780]
- article: [413, 935, 605, 1348]
- article-byline: (By Mary Hickey Workman): [1064, 1073, 1162, 1083]
- article-paragraph: Mrs. Cora Williams of Brushton, Pa., is the house guest of Misses Bertha and Velera Johnson.: [212, 693, 405, 712]
- article: [614, 1299, 806, 1457]
- article-paragraph: Mr. and Mrs. Luther Wheeler and Mr. and Mrs. Wyatt Turner were entertained at dinner by Mrs. Fred Marshall of East End, Pittsburg, on Thanksgiving. While in the city they also visited Mr. Wheeler's aunt, Mrs. Charles Bullett.: [413, 109, 606, 159]
- article-paragraph: Presiding Elder D. F. Bradley of the A. M. E. Zion church was here on Sunday.: [413, 975, 606, 995]
- article-paragraph: Miss Mary Stevenson of Irwin was a Greensburg visitor Sunday.: [614, 804, 807, 823]
- article-paragraph: Mr. and Mrs. Daniel Johns and family of Charleroi visited relatives and friends Sunday.: [614, 143, 807, 163]
- agent-entry: W. Jones, 2642 Wylie ave.: [1217, 647, 1303, 656]
- ad-text: of buying this summer call and see my list before deciding, and if I haven't what you want I'll get it for you.: [1220, 226, 1408, 243]
- article-paragraph: John Nimmey was the guest of his aunt, Mrs. E. Moore of Pittsburg, on Thursday.: [614, 758, 807, 778]
- article-paragraph: Mrs. Pearl Bell of Brant's row, who was taken suddenly ill is much improved at this writing.: [815, 287, 1008, 306]
- article-paragraph: On Sunday morning Rev. Williams preached from the theme, Struggle of Life. Rev. Younet of East End, Pittsburg, gave a short address at the evening service, which was well attended.: [413, 602, 606, 642]
- article-paragraph: The pastor made a splendid address on Liberty, and last but not the least on the program was the debate, resolved, That the cat is more desirable about a house than a dog. The decision was rendered in favor of the negative.: [614, 1036, 807, 1086]
- article-headline: YORK, PA.: [1017, 274, 1209, 300]
- agent-entry: Clay & Wilson, 10 East Park Way, North Side, City.: [1217, 599, 1384, 608]
- agent-entry: Miss Minnie Harris, 6106 Kirkwood st., City.: [1217, 685, 1363, 694]
- article-paragraph: It is requested that not a minister of the Pittsburgh churches was present.: [11, 645, 204, 664]
- article-paragraph: William Novalous of Ashley, near Wilkesbarre, Pa., pleaded guilty to spanking his wife because she was extravagant, and Alderman Ricketts of the city, who heard his story, discharged him.: [614, 1311, 807, 1351]
- agents-headline: The Courier Is For Sale by the Following Agents: [1217, 466, 1410, 540]
- article-paragraph: Miss Williams of Hermine was the guest of Mr. Paris on Sunday.: [614, 639, 807, 658]
- article-paragraph: Mrs. William Turrell of Roscoe called on Mrs. Emma Robinson last Tuesday.: [614, 66, 807, 86]
- article-paragraph: One of the prettiest social functions was a dinner given by Mr. and Mrs. Saul Paul of Fifth avenue and Thirty-first street, for Rachel Gilchrist, one of the genial waiters of the Logan house, on the occasion of his thirty-fifth birthday. The home was beautifully decorated, the color scheme being red and white. Exactly at 8 p.m. Mrs. Mary White played a march and all repaired to the spacious dining room and sat down to a five course turkey dinner, which was heartily enjoyed. Haywood Washington, the chorister of Mt. Zion Baptist church, was selected as toast master and many responded. Mr. Gilchrist received many valuable and useful presents, as a token of esteem from his many friends. Those present were: Mr. and Mrs. John Willis, Mr. and Mrs. James Lane, Mr. and Mrs. Paul Paul, Miss Signora Mason, Mrs. Cornelia Jones, Mrs. Mary White, Miss Mattie E. Carl, Mrs. Bettie Thomas, Mrs. Winston Wade, Miss Anna Paul, Messrs. Horace Taylor, David Paul, Haywood Washington. All departed wishing Mr. Gilchrist many, many more happy birthdays.: [815, 926, 1008, 1126]
- article-paragraph: Herbert Jackson attended the Delaney Rifles and Wilberforce foot ball game at Pittsburg on Thanksgiving.: [614, 736, 807, 756]
- issue-date: SATURDAY, DECEMBER 9, 1911.: [1431, 5, 1615, 18]
- column-7: [1217, 25, 1413, 2262]
- race-adjustment-ad: [1217, 366, 1410, 464]
- article-paragraph: Quite a number of people met at the home of Mr. and Mrs. Harry Rideout last Tuesday and reorganized an adult Bible class. It is expected to do a great work. Rev. L. V. Jones is teacher and L. S. Hughes is president. We ask the prayers of the Courier readers for our success.: [1217, 1236, 1411, 1285]
- agent-entry: Mrs. E. H. Brooks, 726 Burton ave., Washington, Pa.: [1217, 723, 1387, 732]
- catch-the-drift-box: Everybody who reads magazines buys newspapers, but everybody who reads newspapers doesn't buy magazines. Catch the Drift? Here's the medium to reach the people of this community.: [1217, 960, 1410, 1020]
- ad-text: 1317 Wylie Avenue Pittsburg, Pa.: [1260, 202, 1368, 210]
- article: [11, 26, 203, 1086]
- article-headline: Johnstown, Pa.: [413, 935, 605, 962]
- article-headline: ELIZABETH.: [614, 934, 806, 960]
- article-paragraph: Mrs. Harry Freeman and daughter Thelma of Washington, D. C., arrived Sunday and will spend the winter with Mrs. Elizabeth Simpson.: [614, 488, 807, 518]
- article-paragraph: Don't forget the game dinner on December 14, at the Sixteenth Street church. Dinner begins at 11 o'clock sharp. Tickets 25 cents.: [815, 894, 1008, 923]
- agent-entry: Jessie Harris, 909 Wylie ave.: [1217, 561, 1311, 570]
- article-paragraph: The Sunday services were very well attended and very interesting. The missionary program was very good and well attended. Randolph Johnson was elected secretary to fill the vacancy caused by Summer Butler, who is a student at Howard University.: [212, 390, 405, 440]
- article-paragraph: The Uniontown foot ball team failed to show up Thanksgiving day, but that didn't prevent the Brownsville boys from going parties to the turkey dinner which was prepared for them at the home of Mr. and Mrs. Leslie Florence.: [614, 166, 807, 216]
- agent-entry: Miss Ruth Alston, 416 Pulaski st., Dayton, O.: [1217, 781, 1364, 789]
- attention-body: We are going to bring lenient with some of our agents they are not settling their accounts promptly. Hereafter we will be forced to stop papers to agents whose accounts are not settled weekly before we will send any more papers. We regret this action is necessary.: [1217, 882, 1411, 931]
- article-paragraph: Mrs. William Motley and children of Connellsville spent Thanksgiving with her mother, Mrs. Maggie Hopkins, on High street.: [614, 88, 807, 118]
- ad-text: BY KELLY MILLER: [1279, 417, 1350, 425]
